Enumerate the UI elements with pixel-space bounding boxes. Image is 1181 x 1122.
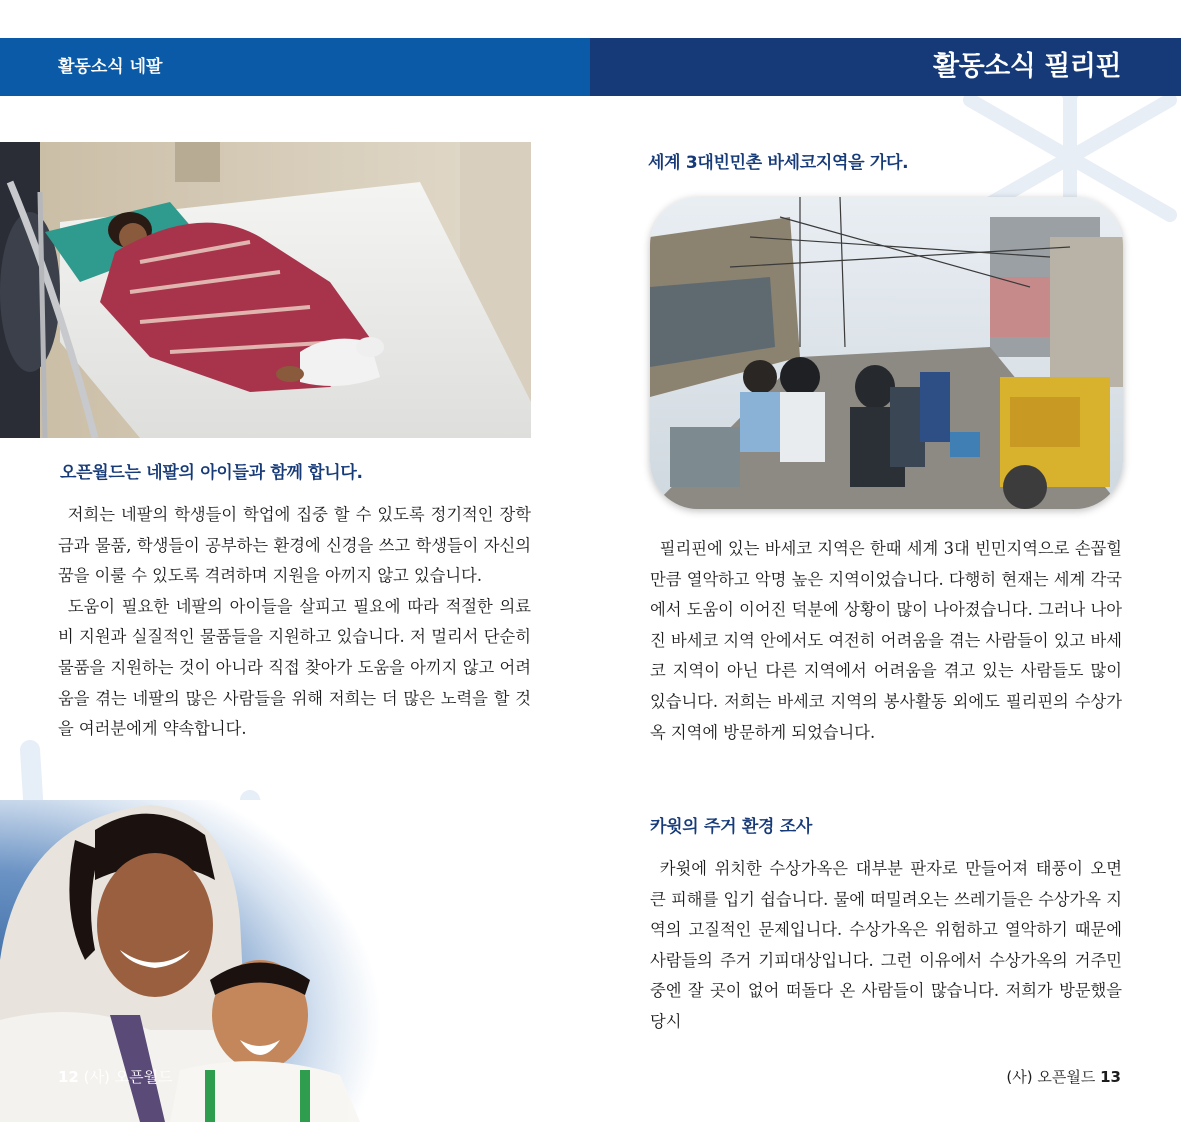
body-text [58, 500, 531, 745]
page-folio [1006, 1066, 1121, 1087]
body-text [650, 854, 1122, 1038]
body-text [650, 534, 1122, 748]
section-heading: 세계 3대빈민촌 바세코지역을 가다. [648, 153, 909, 173]
left-page [0, 0, 590, 1122]
section-subheading: 카윗의 주거 환경 조사 [650, 817, 812, 837]
hospital-photo [0, 142, 531, 438]
section-heading: 오픈월드는 네팔의 아이들과 함께 합니다. [60, 463, 363, 483]
page-number: 13 [1100, 1068, 1121, 1086]
header-bar [0, 38, 590, 96]
right-page [590, 0, 1181, 1122]
paragraph: 카윗에 위치한 수상가옥은 대부분 판자로 만들어져 태풍이 오면 큰 피해를 입기 쉽습니다. 물에 떠밀려오는 쓰레기들은 수상가옥 지역의 고질적인 문제입니다. 수상가옥은 위험하고 열악하기 때문에 사람들의 주거 기피대상입니다. 그런 이유에서 수상가옥의 거주민 중엔 잘 곳이 없어 떠돌다 온 사람들이 많습니다. 저희가 방문했을 당시 [650, 859, 1122, 1031]
publisher-name: (사) 오픈월드 [83, 1068, 173, 1086]
header-title: 활동소식 필리핀 [933, 51, 1121, 82]
publisher-name: (사) 오픈월드 [1006, 1068, 1096, 1086]
paragraph: 도움이 필요한 네팔의 아이들을 살피고 필요에 따라 적절한 의료비 지원과 실질적인 물품들을 지원하고 있습니다. 저 멀리서 단순히 물품을 지원하는 것이 아니라 직접 찾아가 도움을 아끼지 않고 어려움을 겪는 네팔의 많은 사람들을 위해 저희는 더 많은 노력을 할 것을 여러분에게 약속합니다. [58, 596, 531, 739]
page-folio [58, 1066, 173, 1087]
header-bar [590, 38, 1181, 96]
paragraph: 필리핀에 있는 바세코 지역은 한때 세계 3대 빈민지역으로 손꼽힐만큼 열악하고 악명 높은 지역이었습니다. 다행히 현재는 세계 각국에서 도움이 이어진 덕분에 상황이 많이 나아졌습니다. 그러나 나아진 바세코 지역 안에서도 여전히 어려움을 겪는 사람들이 있고 바세코 지역이 아닌 다른 지역에서 어려움을 겪고 있는 사람들도 많이 있습니다. 저희는 바세코 지역의 봉사활동 외에도 필리핀의 수상가옥 지역에 방문하게 되었습니다. [650, 539, 1122, 742]
header-title: 활동소식 네팔 [58, 57, 163, 77]
paragraph: 저희는 네팔의 학생들이 학업에 집중 할 수 있도록 정기적인 장학금과 물품, 학생들이 공부하는 환경에 신경을 쓰고 학생들이 자신의 꿈을 이룰 수 있도록 격려하며 지원을 아끼지 않고 있습니다. [58, 505, 531, 586]
page-number: 12 [58, 1068, 79, 1086]
street-photo [650, 197, 1123, 509]
